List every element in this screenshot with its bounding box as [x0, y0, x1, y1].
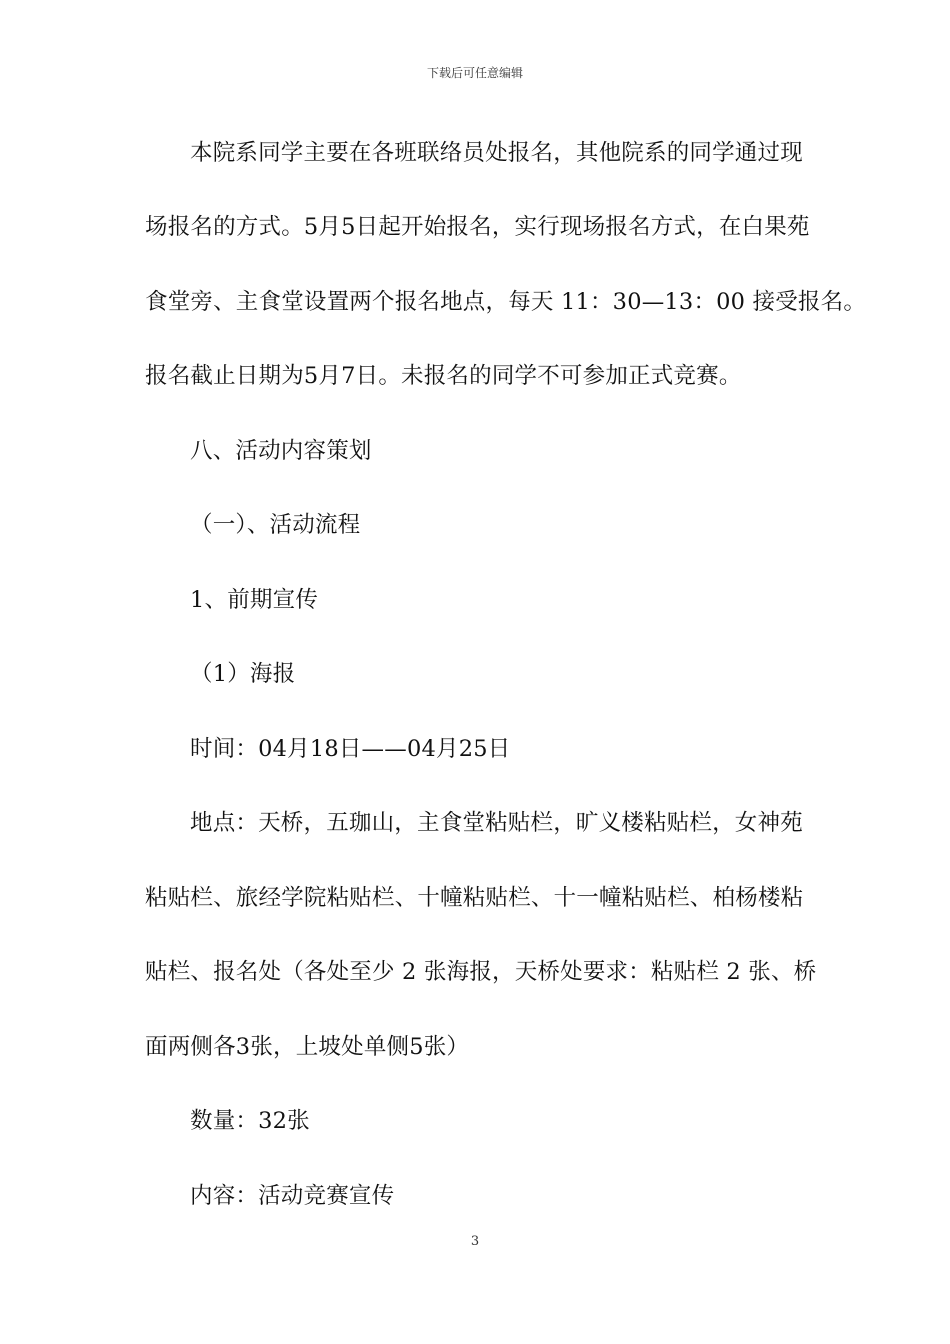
paragraph-line: 粘贴栏、旅经学院粘贴栏、十幢粘贴栏、十一幢粘贴栏、柏杨楼粘: [145, 885, 804, 911]
content-line: 内容：活动竞赛宣传: [190, 1183, 395, 1209]
quantity-line: 数量：32张: [190, 1108, 310, 1134]
paragraph-line: 场报名的方式。5月5日起开始报名，实行现场报名方式，在白果苑: [145, 214, 810, 240]
item-heading: 1、前期宣传: [190, 587, 319, 613]
page-header: 下载后可任意编辑: [426, 66, 523, 80]
page-number: 3: [470, 1234, 480, 1249]
paragraph-line: 面两侧各3张，上坡处单侧5张）: [145, 1034, 470, 1060]
paragraph-line: 食堂旁、主食堂设置两个报名地点，每天 11：30—13：00 接受报名。: [145, 289, 867, 315]
paragraph-line: 报名截止日期为5月7日。未报名的同学不可参加正式竞赛。: [145, 363, 742, 389]
paragraph-line: 本院系同学主要在各班联络员处报名，其他院系的同学通过现: [190, 140, 803, 166]
subitem-heading: （1）海报: [190, 661, 296, 687]
section-heading: 八、活动内容策划: [190, 438, 372, 464]
subsection-heading: （一）、活动流程: [190, 512, 361, 538]
paragraph-line: 贴栏、报名处（各处至少 2 张海报，天桥处要求：粘贴栏 2 张、桥: [145, 959, 817, 985]
paragraph-line: 地点：天桥，五珈山，主食堂粘贴栏，旷义楼粘贴栏，女神苑: [190, 810, 803, 836]
time-line: 时间：04月18日——04月25日: [190, 736, 511, 762]
